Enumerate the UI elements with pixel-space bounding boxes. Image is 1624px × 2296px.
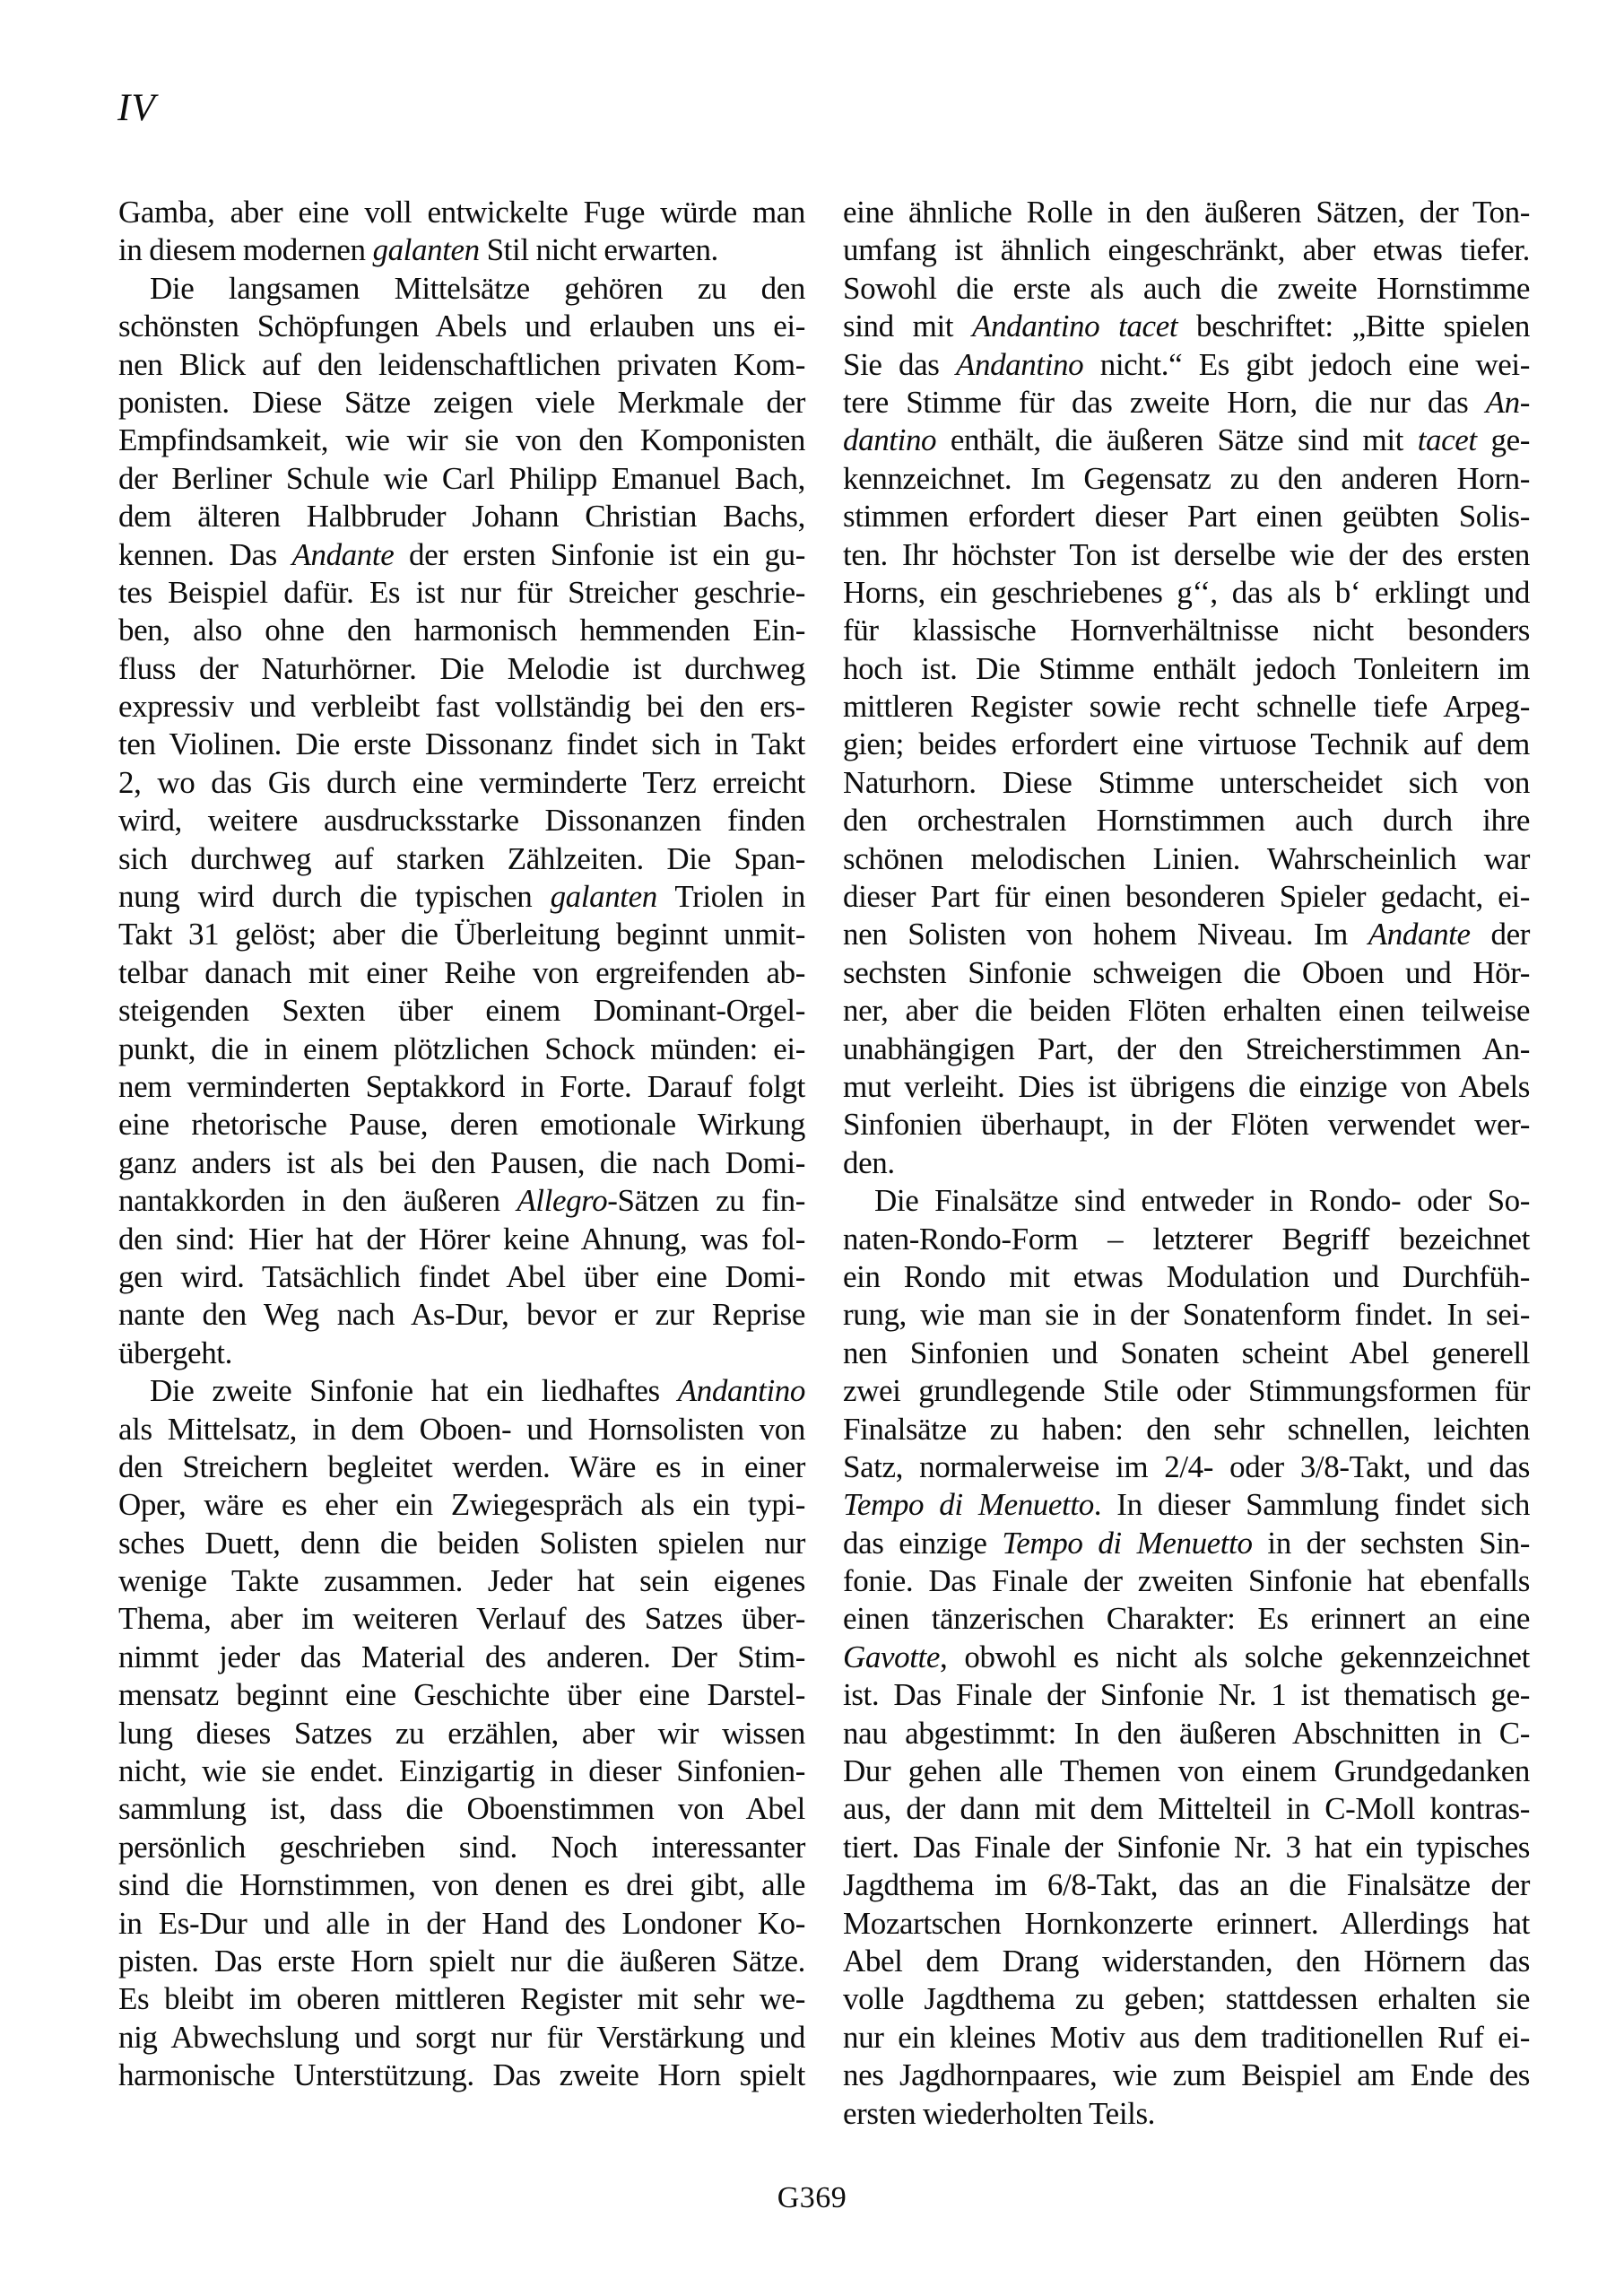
text-line: hoch ist. Die Stimme enthält jedoch Tonleitern im [843,650,1530,686]
text-line: nantakkorden in den äußeren Allegro-Sätzen zu fin- [118,1183,805,1219]
text-line: zwei grundlegende Stile oder Stimmungsformen für [843,1373,1530,1409]
plate-number: G369 [777,2181,847,2214]
left-column [118,194,805,2133]
text-line: sind die Hornstimmen, von denen es drei gibt, alle [118,1867,805,1903]
text-line: expressiv und verbleibt fast vollständig bei den ers- [118,689,805,725]
text-line: Empfindsamkeit, wie wir sie von den Komponisten [118,422,805,458]
right-column [843,194,1530,2133]
text-line: Abel dem Drang widerstanden, den Hörnern das [843,1943,1530,1979]
text-line: stimmen erfordert dieser Part einen geübten Solis- [843,499,1530,535]
text-line: telbar danach mit einer Reihe von ergreifenden ab- [118,954,805,990]
text-line: der Berliner Schule wie Carl Philipp Emanuel Bach, [118,460,805,496]
text-line: den orchestralen Hornstimmen auch durch ihre [843,803,1530,839]
text-line: fluss der Naturhörner. Die Melodie ist durchweg [118,650,805,686]
text-line: mittleren Register sowie recht schnelle tiefe Arpeg- [843,689,1530,725]
text-line: kennen. Das Andante der ersten Sinfonie ist ein gu- [118,536,806,572]
text-line: wird, weitere ausdrucksstarke Dissonanzen finden [118,803,805,839]
text-line: schönsten Schöpfungen Abels und erlauben uns ei- [118,309,805,344]
text-line: in Es-Dur und alle in der Hand des Londoner Ko- [118,1905,805,1941]
text-line: dieser Part für einen besonderen Spieler gedacht, ei- [843,879,1530,915]
text-line: nante den Weg nach As-Dur, bevor er zur Reprise [118,1297,805,1333]
text-line: sich durchweg auf starken Zählzeiten. Die Span- [118,840,805,876]
text-line: ersten wiederholten Teils. [843,2095,1156,2131]
text-line: Jagdthema im 6/8-Takt, das an die Finalsätze der [843,1867,1530,1903]
text-line: Sinfonien überhaupt, in der Flöten verwendet wer- [843,1107,1530,1143]
text-line: als Mittelsatz, in dem Oboen- und Hornsolisten von [118,1411,805,1447]
text-line: eine ähnliche Rolle in den äußeren Sätzen, der Ton- [843,195,1530,230]
text-line: nen Solisten von hohem Niveau. Im Andante der [843,917,1530,952]
text-line: naten-Rondo-Form – letzterer Begriff bezeichnet [843,1221,1530,1257]
text-line: nur ein kleines Motiv aus dem traditionellen Ruf ei- [843,2019,1530,2055]
text-line: übergeht. [118,1335,232,1370]
text-line: ponisten. Diese Sätze zeigen viele Merkmale der [118,384,805,420]
text-line: fonie. Das Finale der zweiten Sinfonie hat ebenfalls [843,1563,1530,1599]
text-line: tes Beispiel dafür. Es ist nur für Streicher geschrie- [118,574,805,610]
text-line: Die Finalsätze sind entweder in Rondo- oder So- [874,1183,1530,1219]
text-line: den. [843,1144,895,1180]
text-line: harmonische Unterstützung. Das zweite Horn spielt [118,2057,805,2093]
text-line: Es bleibt im oberen mittleren Register mit sehr we- [118,1981,805,2017]
text-line: ten Violinen. Die erste Dissonanz findet sich in Takt [118,726,805,762]
text-line: ben, also ohne den harmonisch hemmenden Ein- [118,613,805,648]
text-line: pisten. Das erste Horn spielt nur die äußeren Sätze. [118,1943,805,1979]
text-line: ist. Das Finale der Sinfonie Nr. 1 ist thematisch ge- [843,1677,1530,1713]
text-line: nes Jagdhornpaares, wie zum Beispiel am Ende des [843,2057,1530,2093]
text-line: volle Jagdthema zu geben; stattdessen erhalten sie [843,1981,1530,2017]
text-line: kennzeichnet. Im Gegensatz zu den anderen Horn- [843,460,1530,496]
text-line: schönen melodischen Linien. Wahrscheinlich war [843,840,1530,876]
text-line: mut verleiht. Dies ist übrigens die einzige von Abels [843,1068,1530,1104]
text-line: eine rhetorische Pause, deren emotionale Wirkung [118,1107,805,1143]
text-line: sind mit Andantino tacet beschriftet: „Bitte spielen [843,309,1530,344]
text-line: nem verminderten Septakkord in Forte. Darauf folgt [118,1068,805,1104]
text-line: Gamba, aber eine voll entwickelte Fuge würde man [118,195,805,230]
text-line: das einzige Tempo di Menuetto in der sechsten Sin- [843,1525,1530,1561]
text-line: unabhängigen Part, der den Streicherstimmen An- [843,1031,1530,1066]
text-line: nau abgestimmt: In den äußeren Abschnitten in C- [843,1715,1530,1751]
text-line: 2, wo das Gis durch eine verminderte Terz erreicht [118,764,805,800]
text-line: Takt 31 gelöst; aber die Überleitung beginnt unmit- [118,917,805,952]
text-line: Mozartschen Hornkonzerte erinnert. Allerdings hat [843,1905,1530,1941]
text-line: aus, der dann mit dem Mittelteil in C-Moll kontras- [843,1791,1530,1827]
text-line: Sie das Andantino nicht.“ Es gibt jedoch eine wei- [843,346,1530,382]
text-line: ner, aber die beiden Flöten erhalten einen teilweise [843,993,1530,1029]
text-line: ten. Ihr höchster Ton ist derselbe wie der des ersten [843,536,1530,572]
text-line: wenige Takte zusammen. Jeder hat sein eigenes [118,1563,805,1599]
text-line: rung, wie man sie in der Sonatenform findet. In sei- [843,1297,1530,1333]
text-line: gien; beides erfordert eine virtuose Technik auf dem [843,726,1530,762]
text-line: Die langsamen Mittelsätze gehören zu den [150,270,805,306]
text-line: den Streichern begleitet werden. Wäre es in einer [118,1448,805,1484]
text-line: nen Blick auf den leidenschaftlichen privaten Kom- [118,346,805,382]
text-line: Finalsätze zu haben: den sehr schnellen, leichten [843,1411,1530,1447]
text-line: in diesem modernen galanten Stil nicht erwarten. [118,232,718,268]
text-line: einen tänzerischen Charakter: Es erinnert an eine [843,1601,1530,1637]
text-line: nen Sinfonien und Sonaten scheint Abel generell [843,1335,1530,1370]
text-line: nicht, wie sie endet. Einzigartig in dieser Sinfonien- [118,1753,805,1789]
text-line: mensatz beginnt eine Geschichte über eine Darstel- [118,1677,805,1713]
text-line: sechsten Sinfonie schweigen die Oboen und Hör- [843,954,1530,990]
text-line: nig Abwechslung und sorgt nur für Verstärkung und [118,2019,805,2055]
text-columns [118,194,1530,2133]
text-line: umfang ist ähnlich eingeschränkt, aber etwas tiefer. [843,232,1530,268]
text-line: dem älteren Halbbruder Johann Christian Bachs, [118,499,805,535]
text-line: gen wird. Tatsächlich findet Abel über eine Domi- [118,1258,805,1294]
text-line: Satz, normalerweise im 2/4- oder 3/8-Takt, und das [843,1448,1530,1484]
text-line: Gavotte, obwohl es nicht als solche gekennzeichnet [843,1639,1530,1674]
text-line: punkt, die in einem plötzlichen Schock münden: ei- [118,1031,805,1066]
text-line: nimmt jeder das Material des anderen. Der Stim- [118,1639,805,1674]
text-line: ganz anders ist als bei den Pausen, die nach Domi- [118,1144,805,1180]
text-line: nung wird durch die typischen galanten Triolen in [118,879,805,915]
text-line: Horns, ein geschriebenes g‘‘, das als b‘ erklingt und [843,574,1530,610]
text-line: sammlung ist, dass die Oboenstimmen von Abel [118,1791,805,1827]
text-line: Oper, wäre es eher ein Zwiegespräch als ein typi- [118,1487,805,1523]
text-line: dantino enthält, die äußeren Sätze sind mit tacet ge- [843,422,1530,458]
text-line: Sowohl die erste als auch die zweite Hornstimme [843,270,1530,306]
text-line: Tempo di Menuetto. In dieser Sammlung findet sich [843,1487,1530,1523]
text-line: den sind: Hier hat der Hörer keine Ahnung, was fol- [118,1221,805,1257]
text-line: für klassische Hornverhältnisse nicht besonders [843,613,1530,648]
text-line: sches Duett, denn die beiden Solisten spielen nur [118,1525,805,1561]
text-line: steigenden Sexten über einem Dominant-Orgel- [118,993,805,1029]
text-line: persönlich geschrieben sind. Noch interessanter [118,1829,805,1865]
page-number: IV [117,87,156,129]
text-line: ein Rondo mit etwas Modulation und Durchfüh- [843,1258,1530,1294]
text-line: Thema, aber im weiteren Verlauf des Satzes über- [118,1601,805,1637]
text-line: lung dieses Satzes zu erzählen, aber wir wissen [118,1715,805,1751]
text-line: Naturhorn. Diese Stimme unterscheidet sich von [843,764,1530,800]
text-line: tere Stimme für das zweite Horn, die nur das An- [843,384,1530,420]
text-line: Die zweite Sinfonie hat ein liedhaftes Andantino [150,1373,805,1409]
text-line: tiert. Das Finale der Sinfonie Nr. 3 hat ein typisches [843,1829,1530,1865]
text-line: Dur gehen alle Themen von einem Grundgedanken [843,1753,1530,1789]
